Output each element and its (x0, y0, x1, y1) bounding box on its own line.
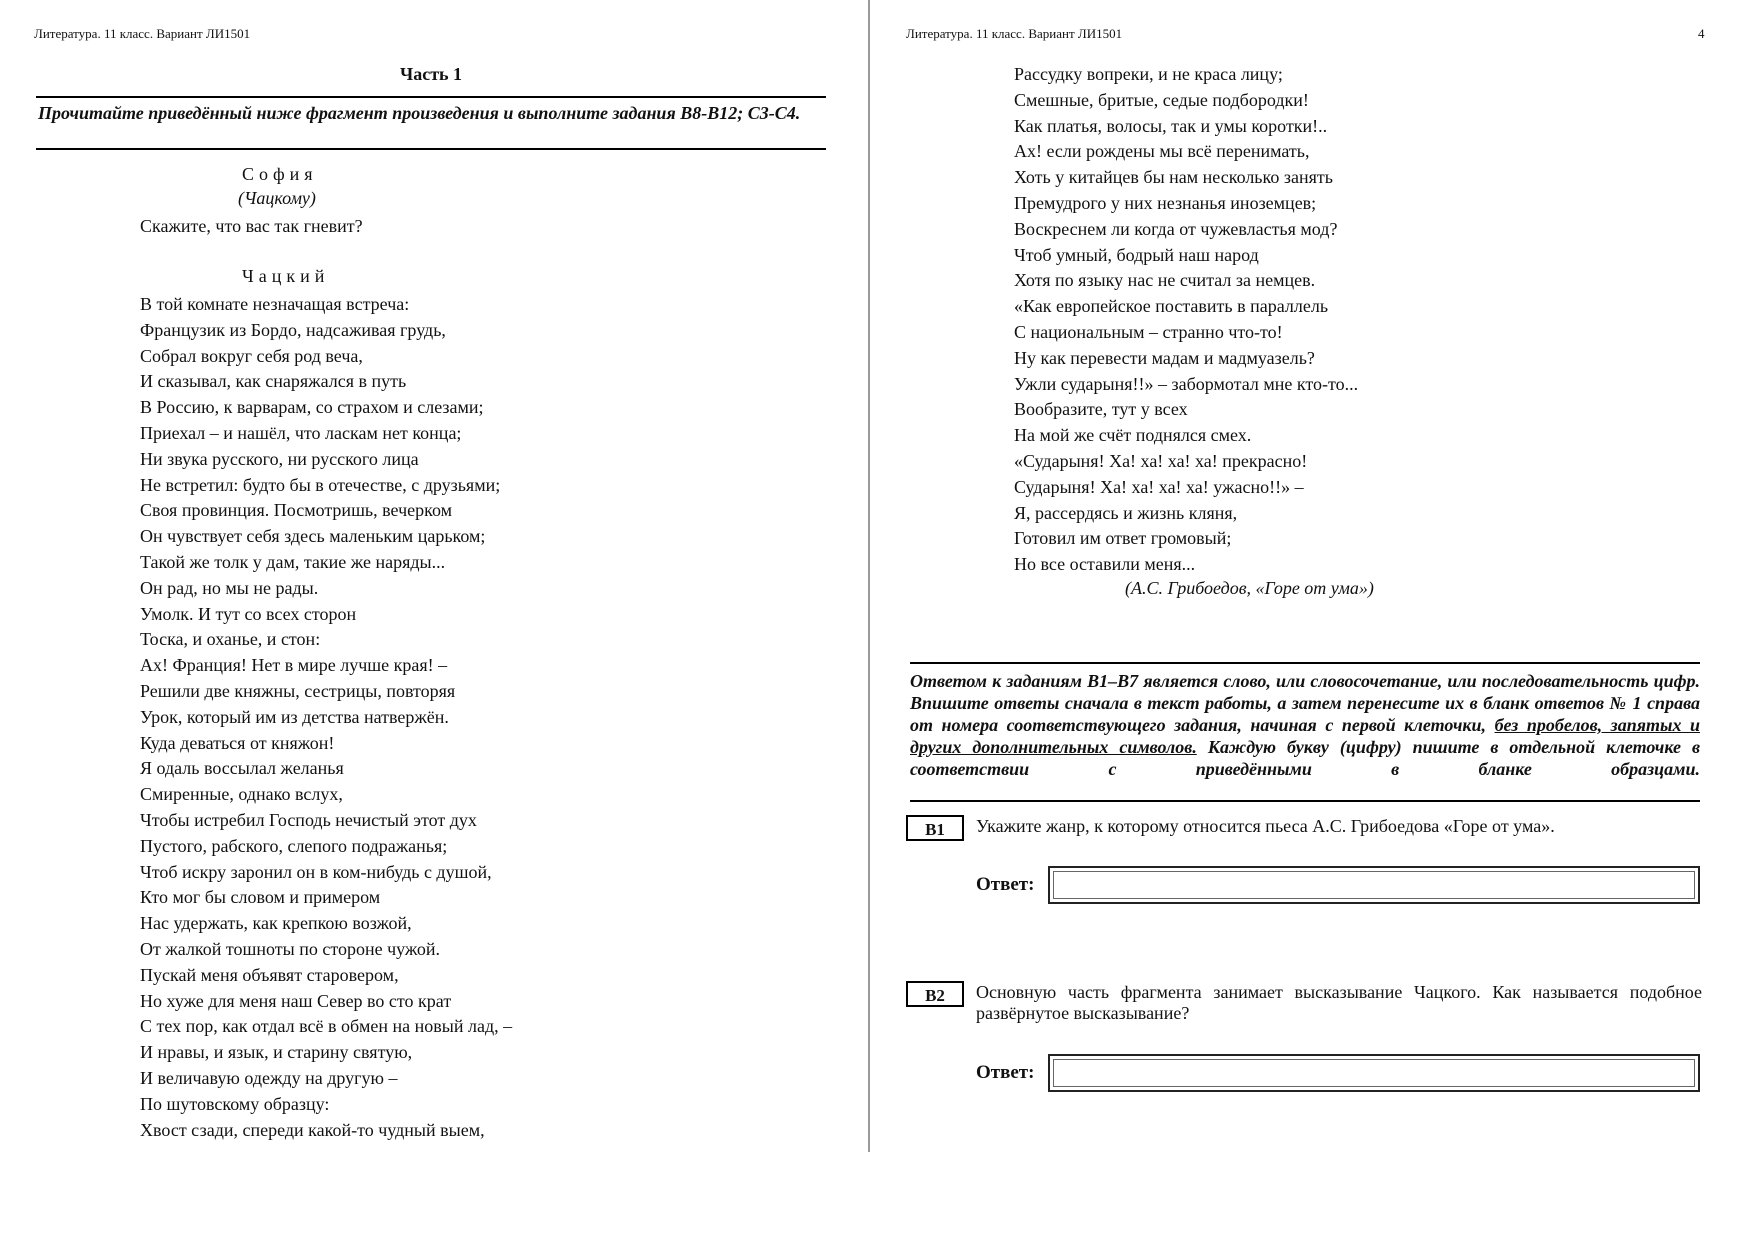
verse-line: Он чувствует себя здесь маленьким царьком; (140, 526, 486, 547)
verse-line: И сказывал, как снаряжался в путь (140, 371, 407, 392)
instruction-top-rule (36, 96, 826, 98)
answer-instruction (910, 670, 1700, 780)
answer-instruction-underlined: без пробелов, запятых и других дополнительных символов. (910, 715, 1700, 757)
verse-line: И нравы, и язык, и старину святую, (140, 1042, 413, 1063)
verse-line: Ни звука русского, ни русского лица (140, 448, 419, 469)
reading-instruction: Прочитайте приведённый ниже фрагмент произведения и выполните задания B8-B12; C3-C4. (38, 103, 801, 123)
verse-line: Но все оставили меня... (1014, 554, 1196, 575)
verse-line: Готовил им ответ громовый; (1014, 528, 1232, 549)
left-page-header: Литература. 11 класс. Вариант ЛИ1501 (34, 26, 251, 41)
verse-line: Хвост сзади, спереди какой-то чудный выем, (140, 1119, 485, 1140)
answer-instruction-text: Ответом к заданиям B1–B7 является слово, или словосочетание, или последовательность цифр. Впишите ответы сначала в текст работы, а затем перенесите их в бланк ответов № 1 справа от номера соответствующего задания, начиная с первой клеточки, (910, 671, 1700, 735)
stage-direction: (Чацкому) (238, 188, 316, 208)
verse-line: Ах! если рождены мы всё перенимать, (1014, 141, 1310, 162)
verse-line: Ах! Франция! Нет в мире лучше края! – (140, 655, 448, 676)
answer-label-b2: Ответ: (976, 1062, 1035, 1083)
verse-line: Куда деваться от княжон! (140, 732, 335, 753)
source-attribution: (А.С. Грибоедов, «Горе от ума») (1125, 578, 1374, 598)
verse-line: Урок, который им из детства натвержён. (140, 706, 449, 727)
page-number: 4 (1698, 26, 1705, 41)
verse-line: Кто мог бы словом и примером (140, 887, 381, 908)
verse-line: Смиренные, однако вслух, (140, 784, 343, 805)
verse-line: Нас удержать, как крепкою возжой, (140, 913, 412, 934)
verse-line: Рассудку вопреки, и не краса лицу; (1014, 64, 1283, 84)
verse-line: Смешные, бритые, седые подбородки! (1014, 89, 1309, 110)
verse-line: Умолк. И тут со всех сторон (140, 603, 357, 624)
part-title: Часть 1 (400, 64, 463, 84)
answer-field-b1[interactable] (1048, 866, 1700, 904)
verse-line: Тоска, и оханье, и стон: (140, 629, 321, 650)
verse-line: Такой же толк у дам, такие же наряды... (140, 552, 446, 572)
verse-line: Чтобы истребил Господь нечистый этот дух (140, 810, 477, 830)
task-number-b1: B1 (906, 815, 964, 841)
verse-line: Не встретил: будто бы в отечестве, с друзьями; (140, 474, 501, 495)
right-page-header: Литература. 11 класс. Вариант ЛИ1501 (906, 26, 1123, 41)
verse-line: В Россию, к варварам, со страхом и слезами; (140, 397, 484, 418)
verse-line: С тех пор, как отдал всё в обмен на новый лад, – (140, 1016, 513, 1037)
verse-line: «Как европейское поставить в параллель (1014, 296, 1329, 317)
answer-field-b2[interactable] (1048, 1054, 1700, 1092)
verse-line: На мой же счёт поднялся смех. (1014, 425, 1252, 446)
verse-line: Он рад, но мы не рады. (140, 577, 319, 598)
task-text-b2: Основную часть фрагмента занимает высказывание Чацкого. Как называется подобное развёрнутое высказывание? (976, 982, 1702, 1023)
verse-line: Чтоб умный, бодрый наш народ (1014, 244, 1259, 265)
verse-line: Но хуже для меня наш Север во сто крат (140, 990, 452, 1011)
verse-line: Хоть у китайцев бы нам несколько занять (1014, 167, 1333, 188)
verse-line: Ужли сударыня!!» – забормотал мне кто-то... (1014, 373, 1359, 394)
verse-line: Ну как перевести мадам и мадмуазель? (1014, 347, 1315, 368)
verse-line: Сударыня! Ха! ха! ха! ха! ужасно!!» – (1014, 476, 1304, 497)
page-divider (868, 0, 870, 1152)
verse-line: И величавую одежду на другую – (140, 1068, 398, 1088)
verse-line: «Сударыня! Ха! ха! ха! ха! прекрасно! (1014, 451, 1308, 471)
answer-instruction-bottom-rule (910, 800, 1700, 802)
verse-line: Своя провинция. Посмотришь, вечерком (140, 500, 452, 521)
verse-line: Я, рассердясь и жизнь кляня, (1014, 502, 1238, 523)
speaker-sofia: София (242, 164, 318, 184)
answer-instruction-text-2: Каждую букву (цифру) пишите в отдельной клеточке в соответствии с приведёнными в бланке образцами. (910, 737, 1700, 779)
verse-line: По шутовскому образцу: (140, 1093, 330, 1114)
verse-line: Хотя по языку нас не считал за немцев. (1014, 270, 1316, 291)
task-text-b1: Укажите жанр, к которому относится пьеса А.С. Грибоедова «Горе от ума». (976, 816, 1555, 836)
speaker-chatsky: Чацкий (242, 266, 330, 286)
sofia-line: Скажите, что вас так гневит? (140, 216, 363, 236)
verse-line: Вообразите, тут у всех (1014, 399, 1188, 420)
answer-instruction-top-rule (910, 662, 1700, 664)
answer-label-b1: Ответ: (976, 874, 1035, 895)
verse-line: Собрал вокруг себя род веча, (140, 345, 363, 366)
verse-line: Чтоб искру заронил он в ком-нибудь с душой, (140, 861, 492, 882)
verse-line: Пустого, рабского, слепого подражанья; (140, 835, 448, 856)
verse-line: Воскреснем ли когда от чужевластья мод? (1014, 218, 1338, 239)
verse-line: Решили две княжны, сестрицы, повторяя (140, 681, 456, 701)
verse-line: Пускай меня объявят старовером, (140, 964, 399, 985)
verse-line: С национальным – странно что-то! (1014, 322, 1283, 342)
verse-line: От жалкой тошноты по стороне чужой. (140, 939, 441, 959)
task-number-b2: B2 (906, 981, 964, 1007)
verse-line: В той комнате незначащая встреча: (140, 294, 410, 314)
instruction-bottom-rule (36, 148, 826, 150)
verse-line: Приехал – и нашёл, что ласкам нет конца; (140, 423, 462, 443)
verse-line: Как платья, волосы, так и умы коротки!.. (1014, 115, 1328, 136)
verse-line: Я одаль воссылал желанья (140, 758, 344, 779)
verse-line: Французик из Бордо, надсаживая грудь, (140, 319, 446, 340)
verse-line: Премудрого у них незнанья иноземцев; (1014, 193, 1317, 213)
